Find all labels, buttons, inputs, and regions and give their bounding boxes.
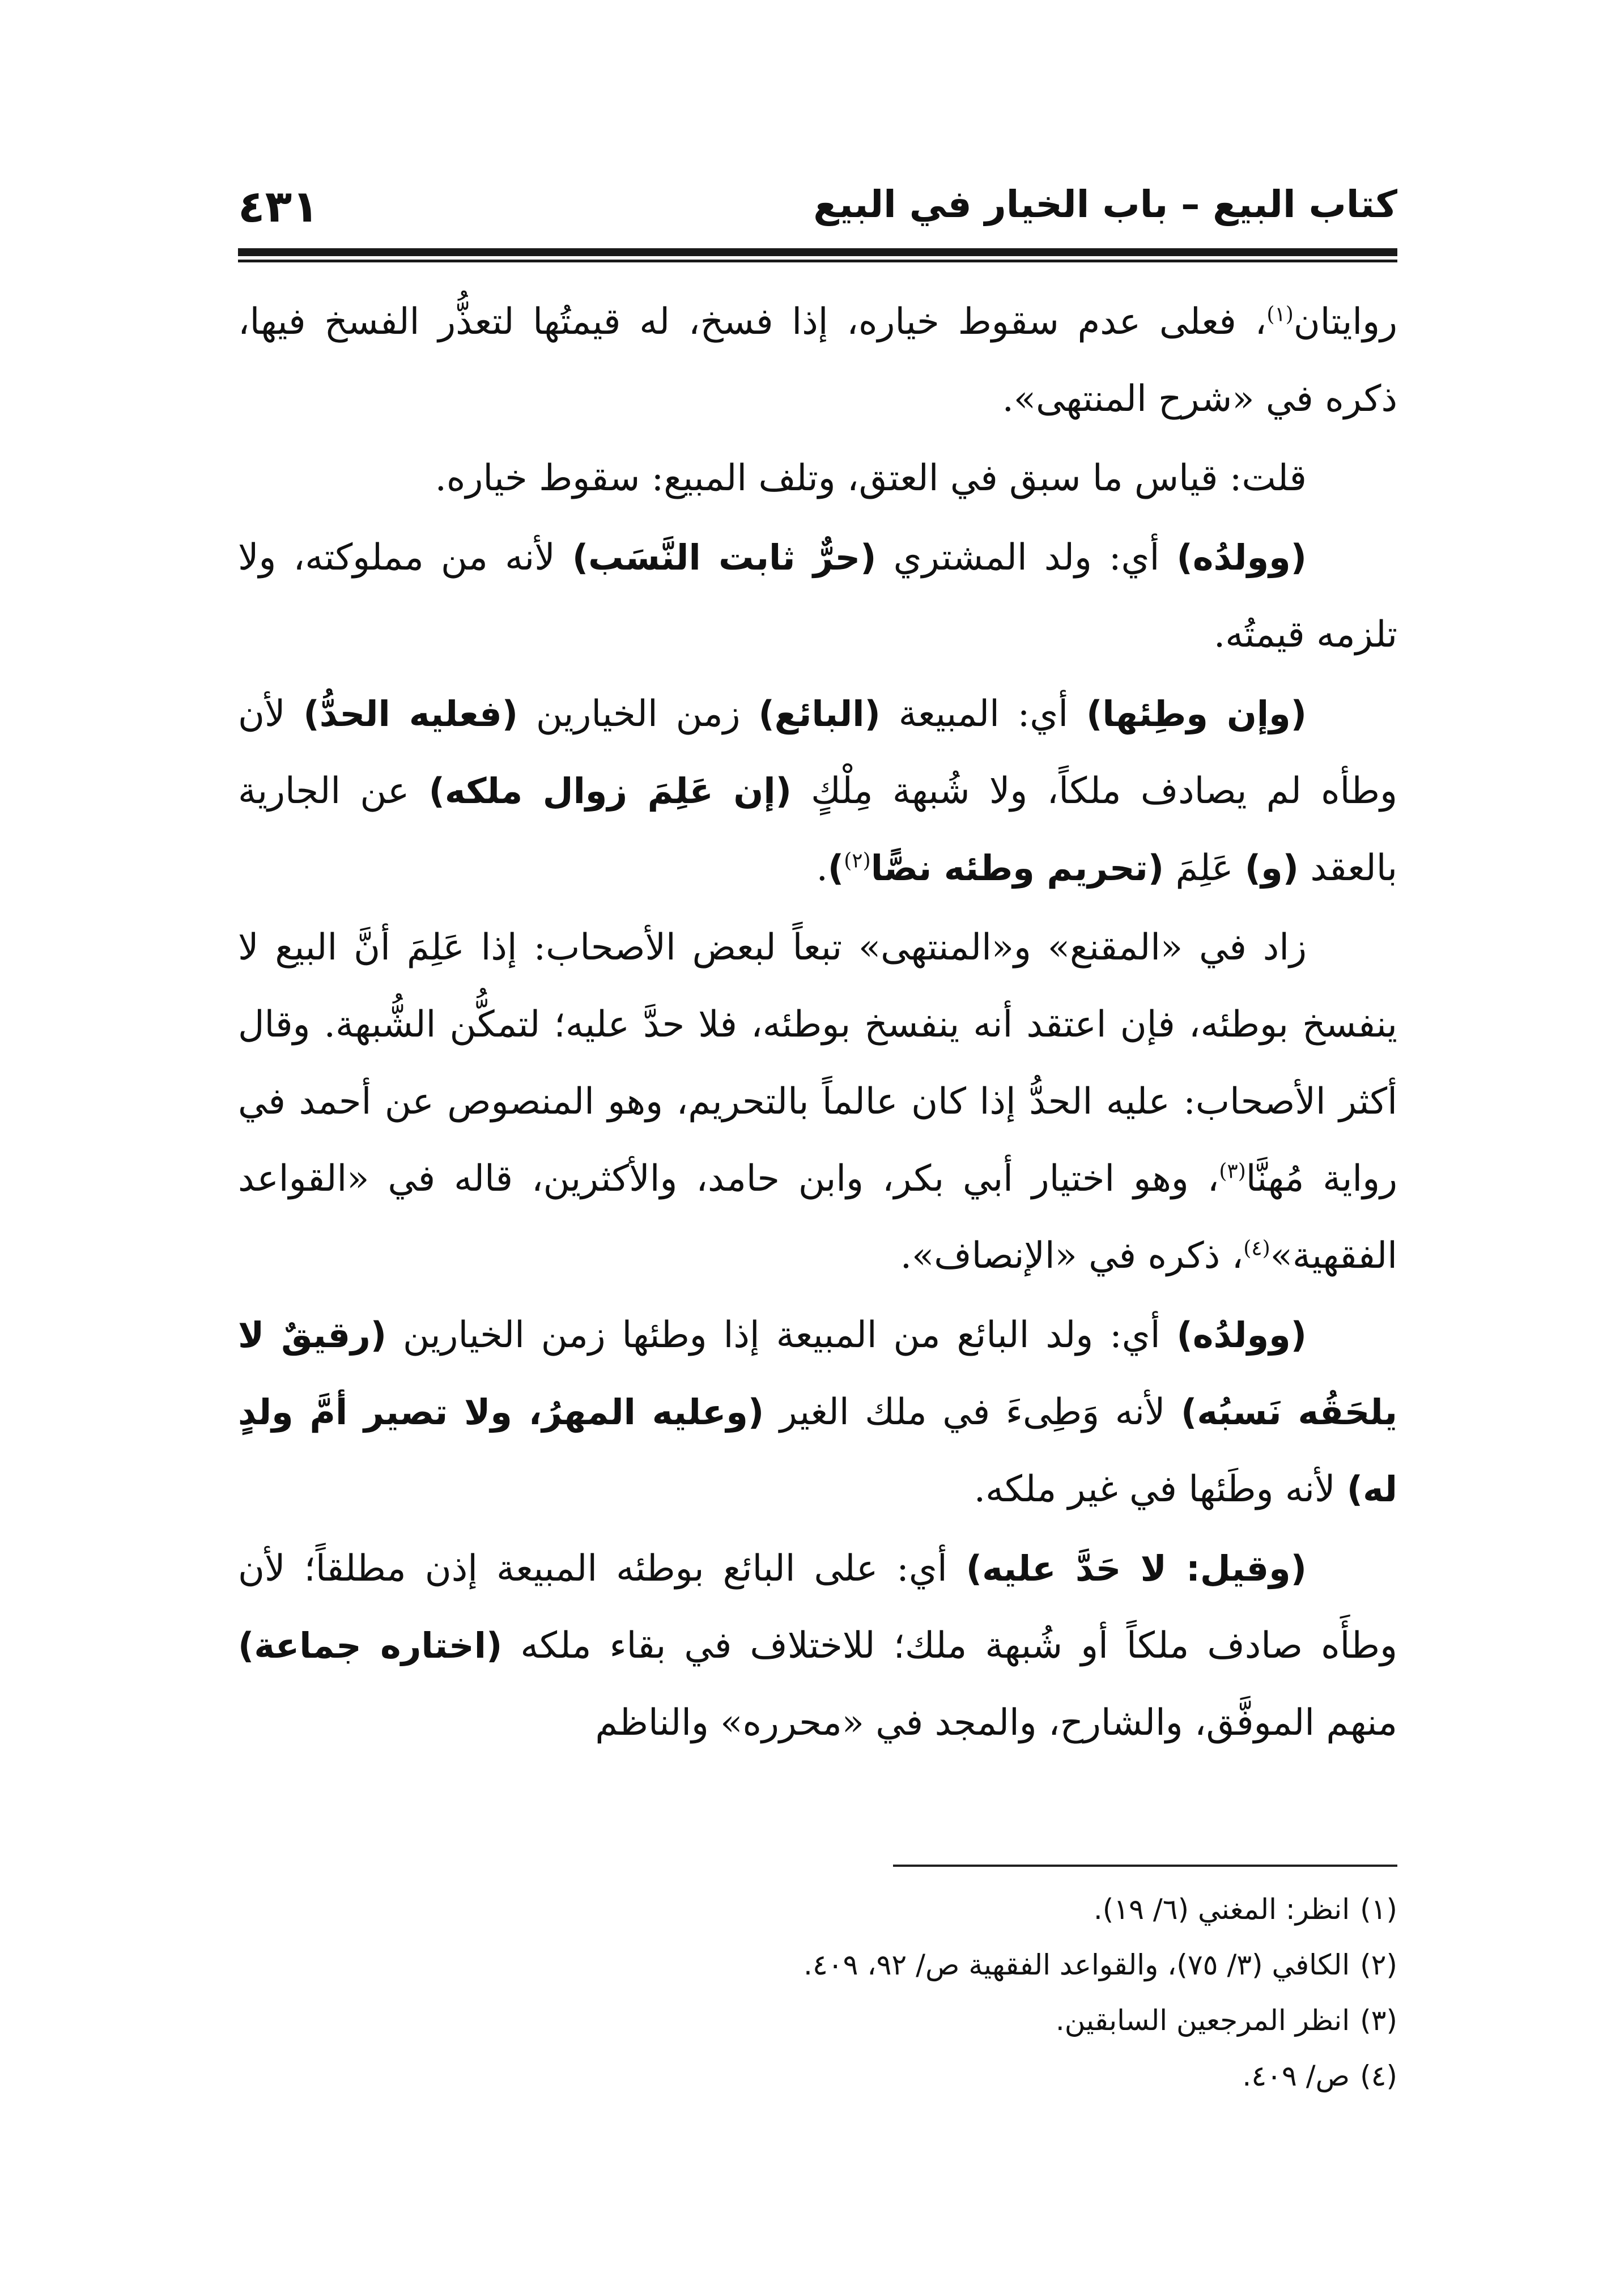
commentary-text: ، ذكره في «الإنصاف».: [900, 1235, 1244, 1277]
commentary-text: لأن وطأه لم يصادف ملكاً، ولا شُبهة مِلْكٍ: [238, 693, 1398, 812]
footnote-marker: (٤): [1243, 1237, 1270, 1260]
page-header: [238, 170, 1397, 266]
footnote-separator: [893, 1865, 1397, 1867]
running-title: كتاب البيع – باب الخيار في البيع: [813, 182, 1397, 226]
matn-text: (رقيقٌ لا يلحَقُه نَسبُه): [238, 1314, 1397, 1433]
paragraph: [238, 1530, 1397, 1761]
paragraph: [238, 440, 1397, 517]
footnote-number: (٤): [1360, 2060, 1397, 2092]
commentary-text: قلت: قياس ما سبق في العتق، وتلف المبيع: سقوط خياره.: [435, 457, 1307, 499]
commentary-text: روايتان: [1293, 301, 1397, 343]
commentary-text: .: [816, 847, 828, 889]
footnote-item: [238, 2048, 1397, 2104]
commentary-text: لأنه وطَئها في غير ملكه.: [973, 1468, 1347, 1510]
matn-text: ): [827, 847, 844, 889]
commentary-text: زاد في «المقنع» و«المنتهى» تبعاً لبعض الأصحاب: إذا عَلِمَ أنَّ البيع لا ينفسخ بوطئه، فإن اعتقد أنه ينفسخ بوطئه، فلا حدَّ عليه؛ لتمكُّن الشُّبهة. وقال أكثر الأصحاب: عليه الحدُّ إذا كان عالماً بالتحريم، وهو المنصوص عن أحمد في رواية مُهنَّا: [238, 927, 1398, 1200]
commentary-text: أي: ولد المشتري: [876, 537, 1177, 579]
paragraph: [238, 283, 1397, 438]
footnote-marker: (٢): [844, 849, 871, 873]
matn-text: (وعليه المهرُ، ولا تصير أمَّ ولدٍ له): [238, 1391, 1397, 1510]
matn-text: (تحريم وطئه نصًّا: [870, 847, 1164, 889]
footnote-text: انظر المرجعين السابقين.: [1055, 2004, 1350, 2037]
commentary-text: ، فعلى عدم سقوط خياره، إذا فسخ، له قيمتُها لتعذُّر الفسخ فيها، ذكره في «شرح المنتهى».: [238, 301, 1397, 420]
matn-text: (وإن وطِئها): [1086, 693, 1307, 734]
footnote-text: الكافي (٣/ ٧٥)، والقواعد الفقهية ص/ ٩٢، ٤٠٩.: [804, 1948, 1350, 1981]
commentary-text: زمن الخيارين: [518, 693, 759, 735]
commentary-text: ، وهو اختيار أبي بكر، وابن حامد، والأكثرين، قاله في «القواعد الفقهية»: [238, 1158, 1397, 1277]
footnote-item: [238, 1882, 1397, 1937]
paragraph: [238, 1297, 1397, 1528]
main-text: [238, 283, 1397, 1764]
footnote-number: (١): [1360, 1893, 1397, 1926]
commentary-text: لأنه وَطِىءَ في ملك الغير: [764, 1391, 1181, 1433]
footnote-text: ص/ ٤٠٩.: [1242, 2060, 1350, 2092]
paragraph: [238, 676, 1397, 907]
commentary-text: أي: ولد البائع من المبيعة إذا وطئها زمن الخيارين: [386, 1314, 1177, 1356]
matn-text: (وولدُه): [1176, 1314, 1307, 1356]
commentary-text: لأنه من مملوكته، ولا تلزمه قيمتُه.: [238, 537, 1397, 656]
matn-text: (وولدُه): [1176, 537, 1307, 578]
commentary-text: منهم الموفَّق، والشارح، والمجد في «محرره» والناظم: [595, 1702, 1397, 1744]
footnotes: [238, 1882, 1397, 2104]
commentary-text: أي: المبيعة: [880, 693, 1087, 735]
paragraph: [238, 909, 1397, 1294]
footnote-number: (٣): [1360, 2004, 1397, 2037]
commentary-text: عَلِمَ: [1164, 847, 1245, 889]
paragraph: [238, 519, 1397, 673]
footnote-text: انظر: المغني (٦/ ١٩).: [1093, 1893, 1350, 1926]
matn-text: (وقيل: لا حَدَّ عليه): [966, 1548, 1307, 1589]
page-number: ٤٣١: [238, 181, 319, 232]
matn-text: (فعليه الحدُّ): [303, 693, 518, 734]
matn-text: (البائع): [758, 693, 881, 734]
commentary-text: أي: على البائع بوطئه المبيعة إذن مطلقاً؛ لأن وطأَه صادف ملكاً أو شُبهة ملك؛ للاختلاف في بقاء ملكه: [238, 1548, 1398, 1667]
footnote-number: (٢): [1360, 1948, 1397, 1981]
matn-text: (حرٌّ ثابت النَّسَب): [572, 537, 877, 578]
header-rule-thin: [238, 260, 1397, 262]
matn-text: (اختاره جماعة): [238, 1625, 503, 1666]
matn-text: (و): [1244, 847, 1299, 889]
footnote-item: [238, 1993, 1397, 2048]
footnote-marker: (٣): [1219, 1160, 1246, 1183]
footnote-item: [238, 1937, 1397, 1993]
matn-text: (إن عَلِمَ زوال ملكه): [428, 770, 792, 812]
commentary-text: عن الجارية بالعقد: [238, 770, 1397, 889]
footnote-marker: (١): [1266, 303, 1294, 326]
header-rule-thick: [238, 248, 1397, 256]
